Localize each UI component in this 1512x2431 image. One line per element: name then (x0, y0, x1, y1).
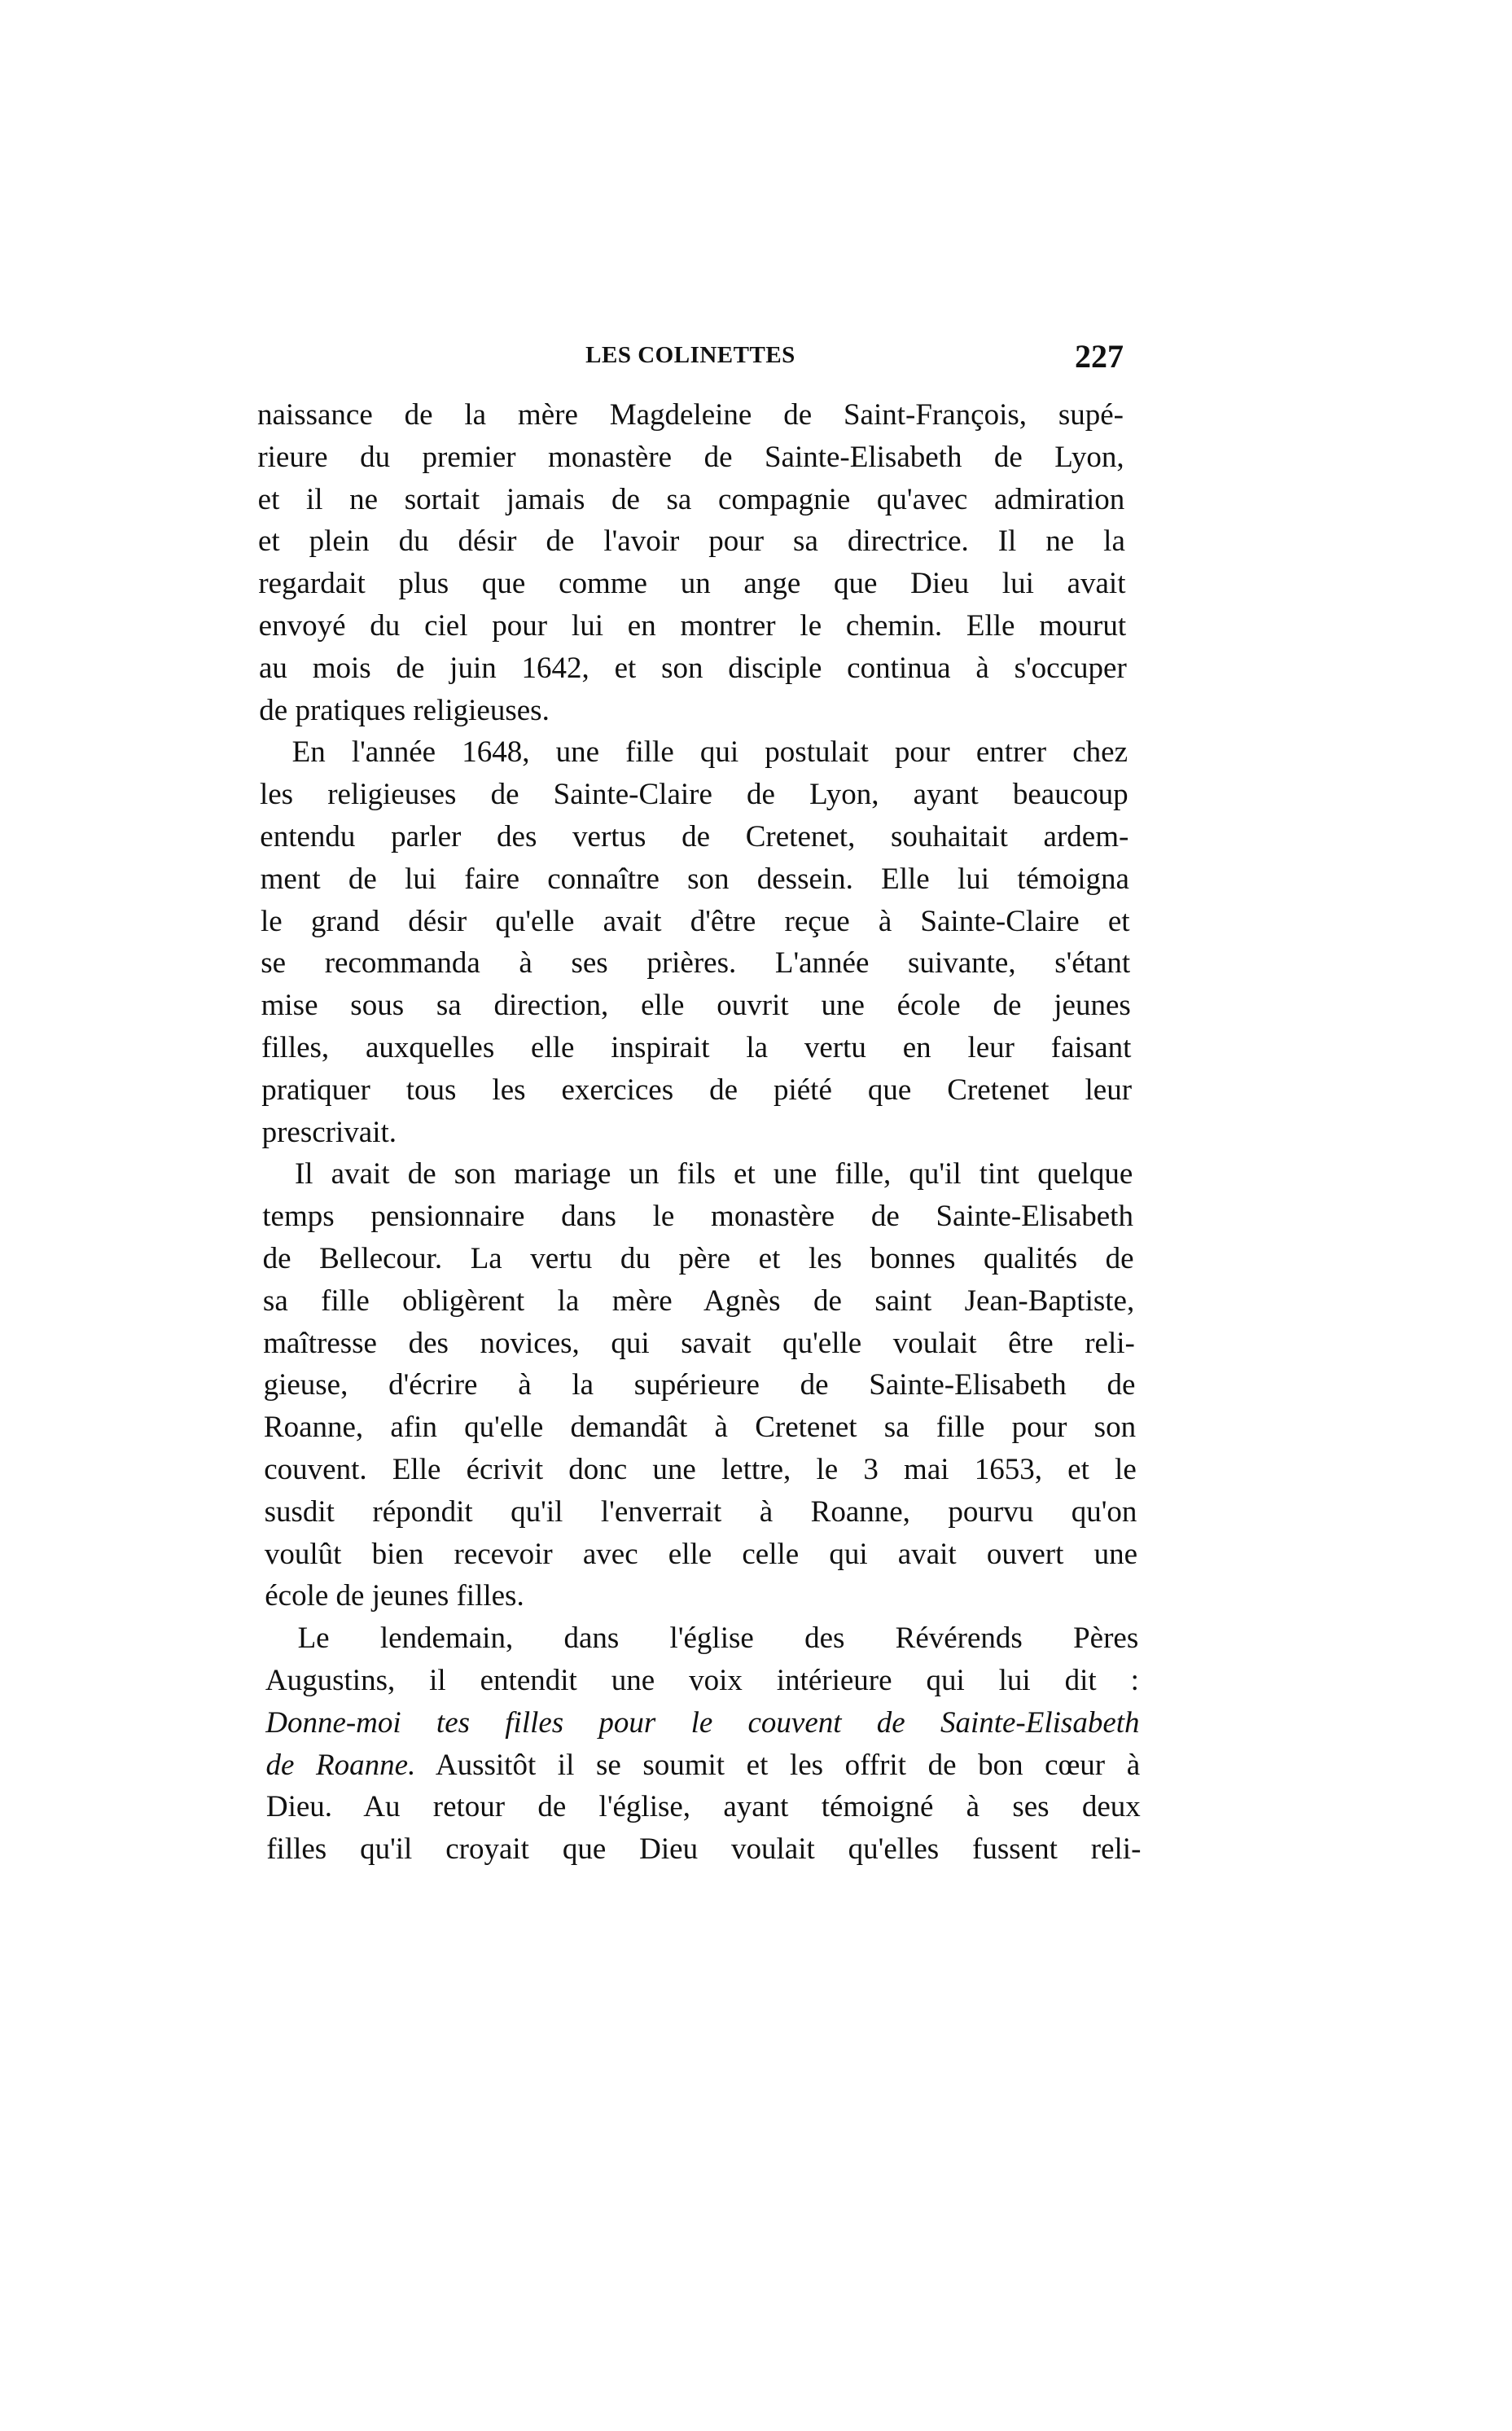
text-line: entendu parler des vertus de Cretenet, souhaitait ardem- (260, 820, 1129, 853)
text-line: ment de lui faire connaître son dessein. Elle lui témoigna (260, 862, 1129, 896)
text-line (266, 1744, 1141, 1787)
text-line: filles qu'il croyait que Dieu voulait qu'elles fussent reli- (266, 1832, 1142, 1867)
text-line: se recommanda à ses prières. L'année suivante, s'étant (261, 946, 1131, 981)
text-line: Donne-moi tes filles pour le couvent de Sainte-Elisabeth (265, 1705, 1140, 1740)
text-line: maîtresse des novices, qui savait qu'elle voulait être reli- (263, 1326, 1135, 1360)
text-line: couvent. Elle écrivit donc une lettre, le 3 mai 1653, et le (264, 1453, 1137, 1486)
text-line: temps pensionnaire dans le monastère de Sainte-Elisabeth (262, 1200, 1133, 1234)
text-line: prescrivait. (261, 1115, 397, 1149)
text-line: voulût bien recevoir avec elle celle qui avait ouvert une (264, 1537, 1137, 1571)
text-line: Augustins, il entendit une voix intérieure qui lui dit : (265, 1664, 1139, 1697)
text-line: sa fille obligèrent la mère Agnès de saint Jean-Baptiste, (262, 1284, 1135, 1318)
text-segment: Aussitôt il se soumit et les offrit de bon cœur à (415, 1748, 1141, 1782)
text-line: susdit répondit qu'il l'enverrait à Roanne, pourvu qu'on (264, 1494, 1137, 1529)
text-line: Dieu. Au retour de l'église, ayant témoigné à ses deux (265, 1790, 1141, 1824)
text-line: et plein du désir de l'avoir pour sa directrice. Il ne la (257, 524, 1125, 559)
text-line: les religieuses de Sainte-Claire de Lyon, ayant beaucoup (259, 778, 1129, 812)
text-line: naissance de la mère Magdeleine de Saint-François, supé- (257, 398, 1124, 432)
text-line: Roanne, afin qu'elle demandât à Cretenet sa fille pour son (263, 1411, 1137, 1445)
text-line: et il ne sortait jamais de sa compagnie qu'avec admiration (257, 482, 1125, 516)
text-line: rieure du premier monastère de Sainte-Elisabeth de Lyon, (257, 440, 1124, 474)
text-line: de pratiques religieuses. (259, 693, 550, 727)
running-title: LES COLINETTES (585, 342, 795, 368)
text-line: Le lendemain, dans l'église des Révérends Pères (297, 1621, 1139, 1656)
page-number: 227 (1075, 338, 1124, 375)
text-line: le grand désir qu'elle avait d'être reçue à Sainte-Claire et (260, 904, 1130, 938)
text-line: En l'année 1648, une fille qui postulait pour entrer chez (291, 735, 1129, 770)
italic-segment: de Roanne. (265, 1748, 416, 1782)
text-line: école de jeunes filles. (265, 1579, 524, 1613)
page-header (257, 337, 1124, 378)
text-line: de Bellecour. La vertu du père et les bonnes qualités de (262, 1242, 1134, 1275)
text-line: envoyé du ciel pour lui en montrer le chemin. Elle mourut (258, 609, 1127, 643)
text-line: gieuse, d'écrire à la supérieure de Sainte-Elisabeth de (263, 1368, 1136, 1402)
text-line: filles, auxquelles elle inspirait la vertu en leur faisant (261, 1031, 1132, 1064)
text-line: mise sous sa direction, elle ouvrit une école de jeunes (261, 989, 1131, 1023)
text-line: Il avait de son mariage un fils et une fille, qu'il tint quelque (294, 1157, 1133, 1191)
text-line: au mois de juin 1642, et son disciple continua à s'occuper (258, 651, 1127, 685)
text-line: pratiquer tous les exercices de piété que Cretenet leur (261, 1073, 1133, 1107)
text-line: regardait plus que comme un ange que Dieu lui avait (258, 567, 1126, 601)
